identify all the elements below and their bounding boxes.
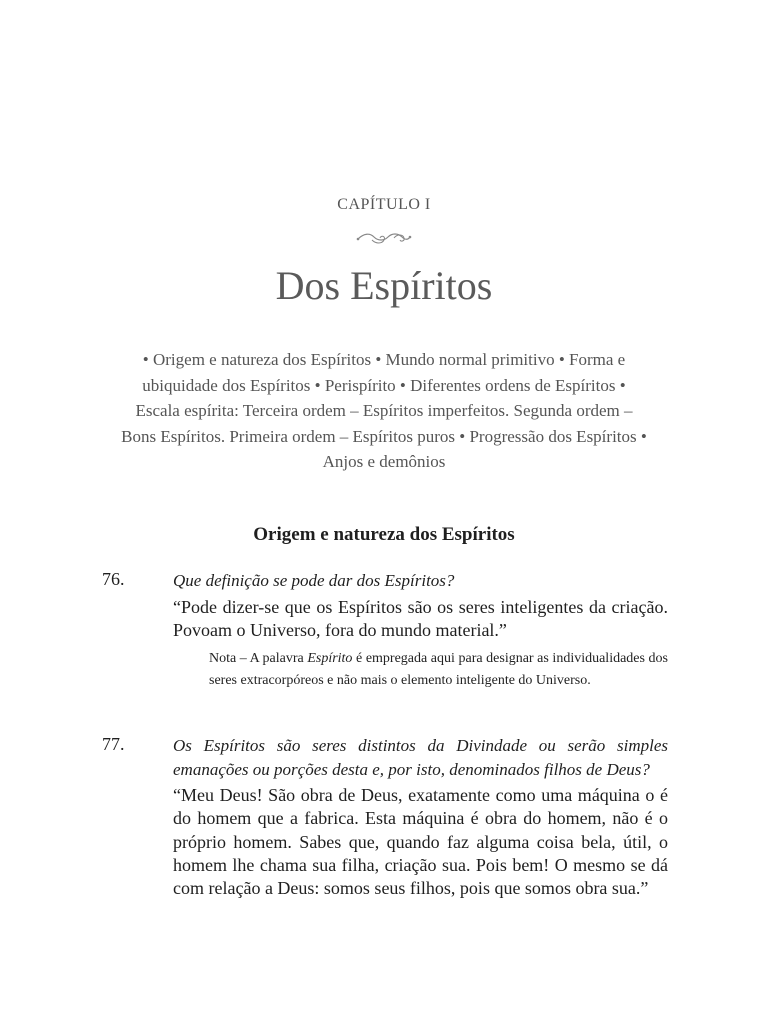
note-prefix: Nota – A palavra [209, 651, 308, 666]
question-text: Que definição se pode dar dos Espíritos? [173, 571, 455, 590]
chapter-title: Dos Espíritos [275, 263, 493, 308]
answer-text: “Meu Deus! São obra de Deus, exatamente como uma máquina o é do homem que a fabrica. Esta máquina é obra do homem, não é o próprio homem. Sabes que, quando faz alguma coisa bela, útil, o homem lhe chama sua filha, criação sua. Pois bem! O mesmo se dá com relação a Deus: somos seus filhos, pois que somos obra sua.” [173, 785, 668, 899]
question-number: 77. [102, 734, 125, 754]
answer-text: “Pode dizer-se que os Espíritos são os seres inteligentes da criação. Povoam o Universo, fora do mundo material.” [173, 597, 668, 641]
question-text: Os Espíritos são seres distintos da Divindade ou serão simples emanações ou porções desta e, por isto, denominados filhos de Deus? [173, 736, 668, 779]
chapter-label: CAPÍTULO I [337, 196, 431, 213]
flourish-ornament-icon [354, 229, 414, 247]
section-heading: Origem e natureza dos Espíritos [253, 524, 515, 545]
question-number: 76. [102, 569, 125, 589]
note-term: Espírito [307, 651, 353, 666]
note-suffix: é empregada aqui para designar as individualidades dos seres extracorpóreos e não mais o elemento inteligente do Universo. [209, 651, 668, 688]
note-text [209, 648, 668, 691]
chapter-summary: • Origem e natureza dos Espíritos • Mundo normal primitivo • Forma e ubiquidade dos Espíritos • Perispírito • Diferentes ordens de Espíritos • Escala espírita: Terceira ordem – Espíritos imperfeitos. Segunda ordem – Bons Espíritos. Primeira ordem – Espíritos puros • Progressão dos Espíritos • Anjos e demônios [121, 350, 647, 471]
